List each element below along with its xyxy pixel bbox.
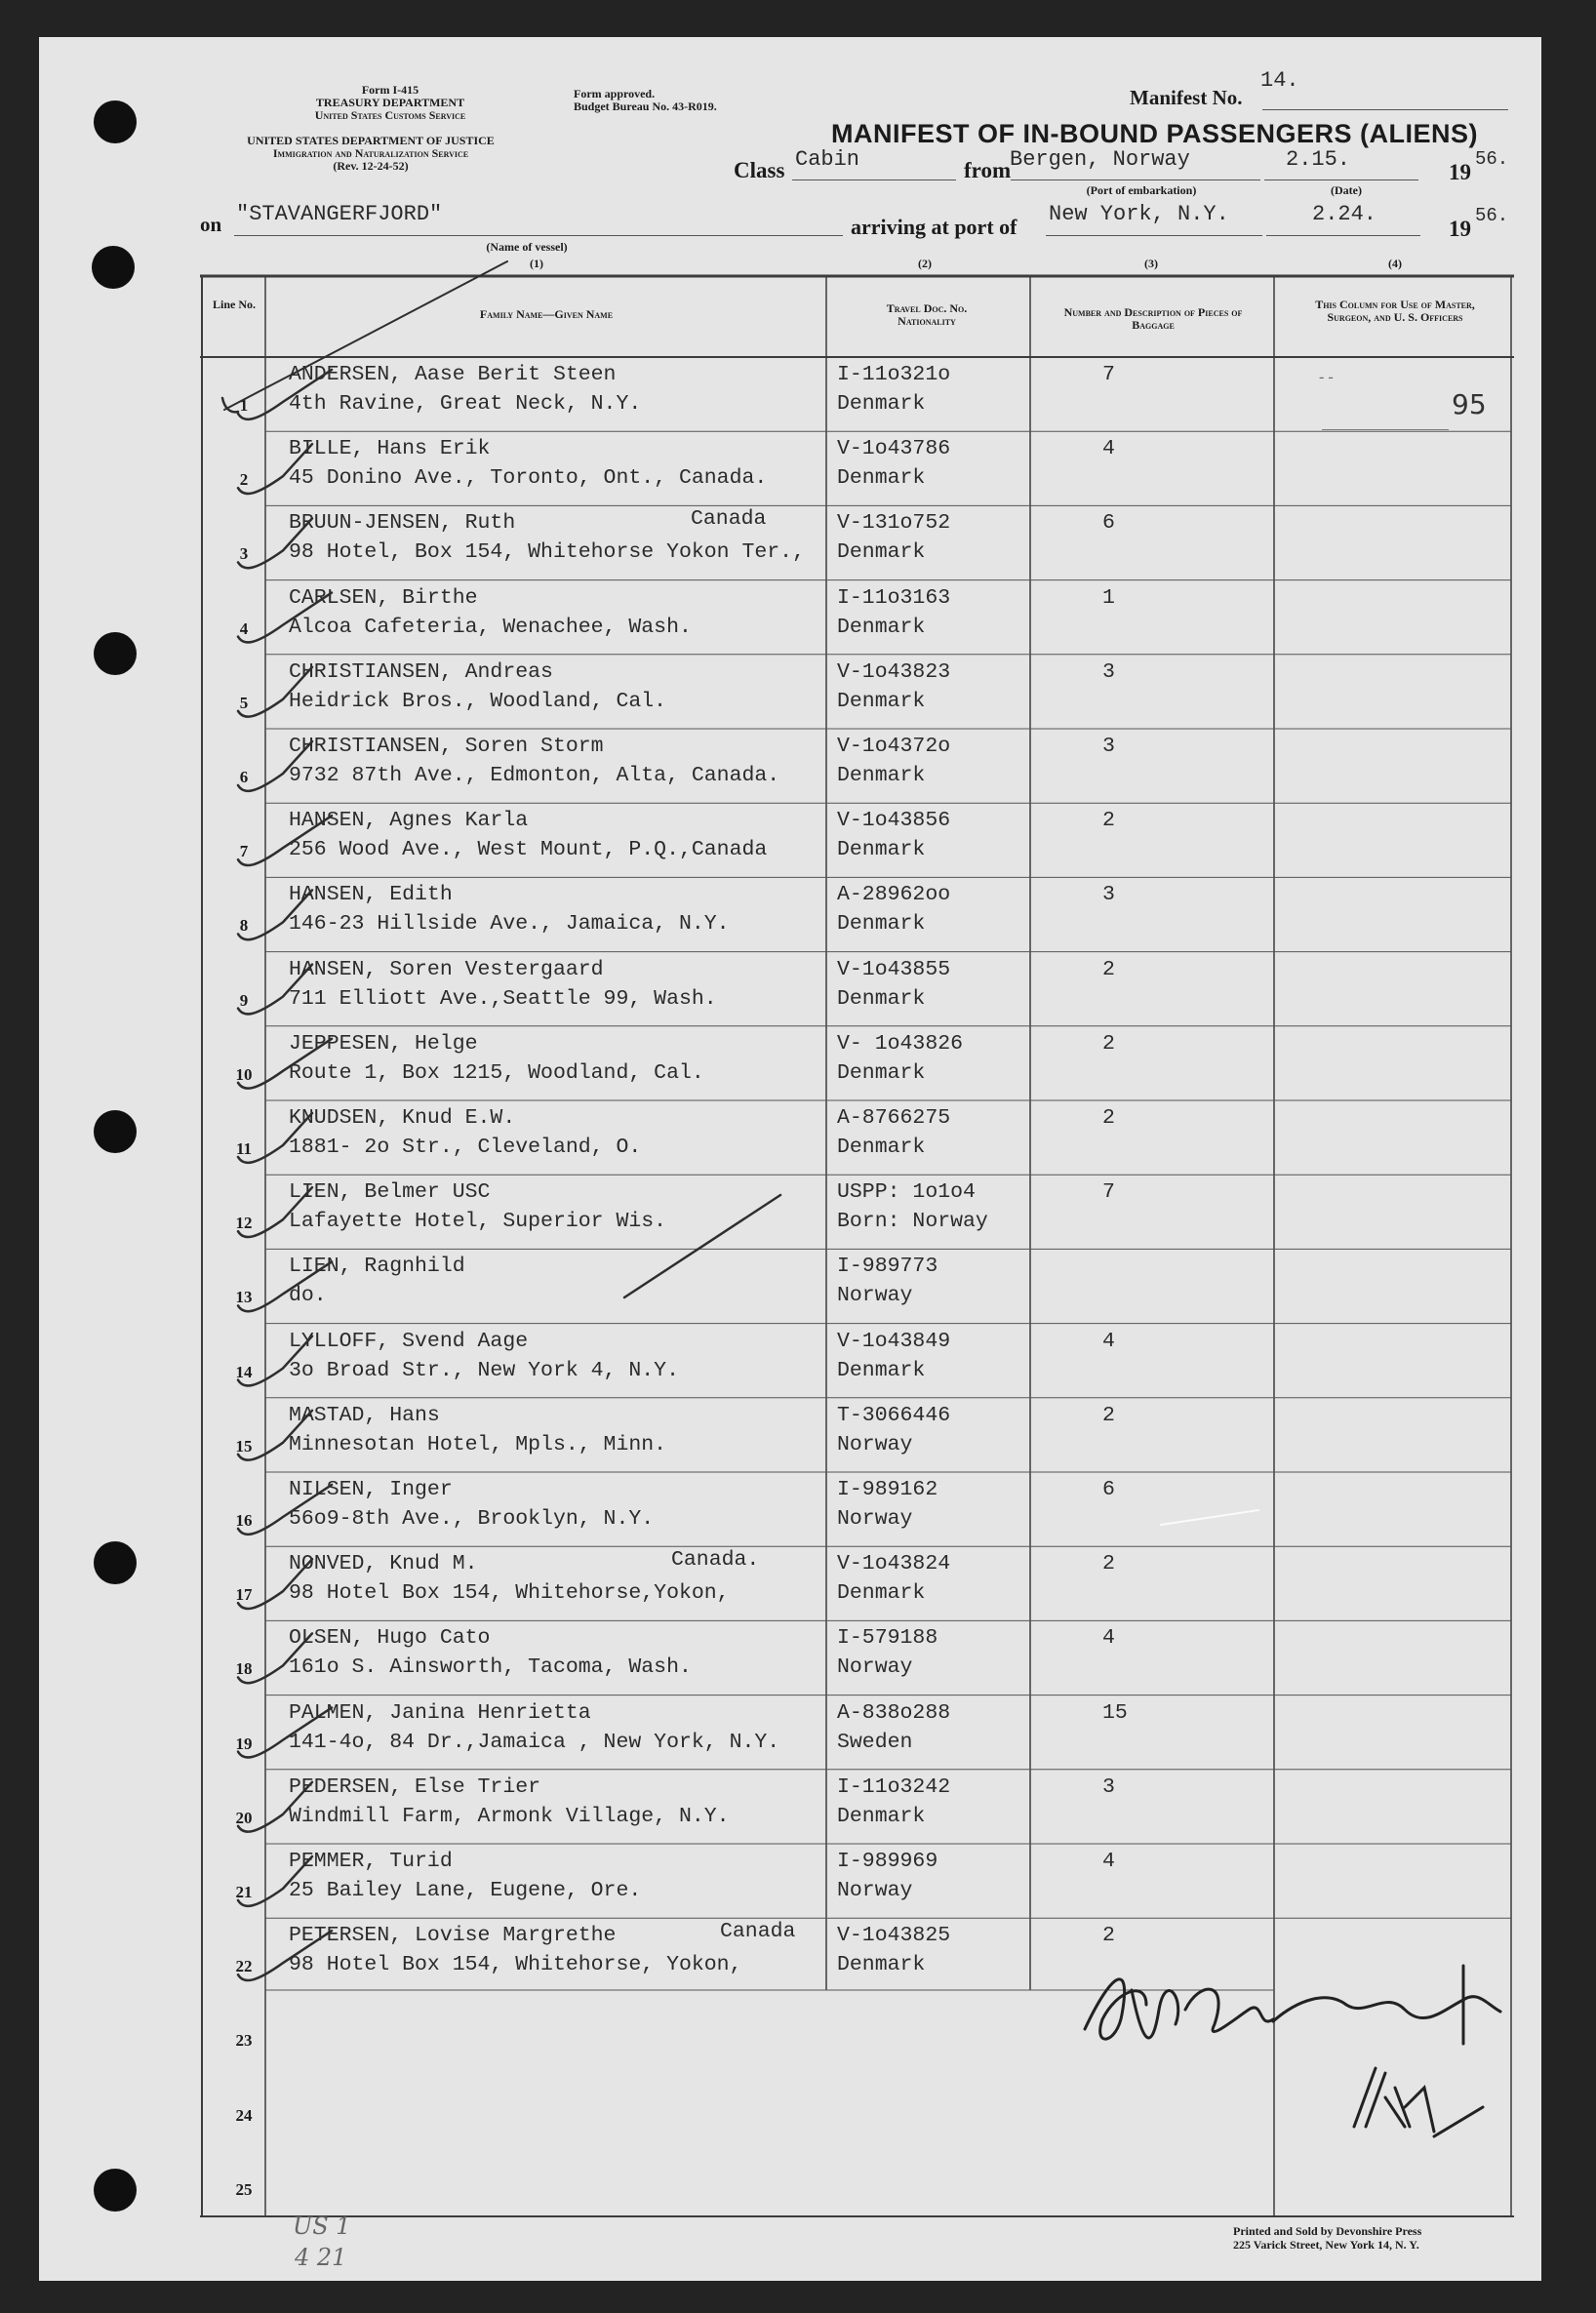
bottom-note-1: US 1 (293, 2213, 351, 2240)
budget-bureau: Budget Bureau No. 43-R019. (574, 100, 717, 113)
travel-doc-number: V-1o43849 (837, 1329, 951, 1353)
passenger-address: 1881- 2o Str., Cleveland, O. (289, 1136, 642, 1159)
col4-number: (4) (1388, 257, 1402, 270)
port-caption: (Port of embarkation) (1086, 183, 1197, 197)
passenger-name: NONVED, Knud M. (289, 1552, 478, 1576)
travel-doc-number: A-838o288 (837, 1700, 951, 1725)
line-number: 25 (235, 2179, 253, 2199)
nationality: Denmark (837, 689, 926, 713)
travel-doc-number: V-1o43856 (837, 809, 951, 833)
passenger-name: PEMMER, Turid (289, 1850, 453, 1873)
manifest-no-value: 14. (1260, 68, 1299, 93)
passenger-address: 161o S. Ainsworth, Tacoma, Wash. (289, 1655, 692, 1680)
baggage-count: 2 (1102, 1924, 1115, 1948)
passenger-address: 256 Wood Ave., West Mount, P.Q.,Canada (289, 838, 768, 862)
baggage-count: 4 (1102, 1850, 1115, 1873)
line-number: 8 (239, 916, 249, 936)
passenger-name: CHRISTIANSEN, Andreas (289, 659, 553, 684)
passenger-address: 4th Ravine, Great Neck, N.Y. (289, 392, 642, 416)
travel-doc-number: V- 1o43826 (837, 1031, 964, 1056)
passenger-address: 98 Hotel, Box 154, Whitehorse Yokon Ter., (289, 540, 805, 565)
passenger-name: HANSEN, Soren Vestergaard (289, 957, 604, 981)
line-number: 9 (239, 990, 249, 1010)
passenger-name: PALMEN, Janina Henrietta (289, 1700, 591, 1725)
year-label-1: 19 (1449, 160, 1471, 184)
arriving-label: arriving at port of (851, 215, 1017, 239)
travel-doc-number: V-1o43825 (837, 1924, 951, 1948)
passenger-address: 9732 87th Ave., Edmonton, Alta, Canada. (289, 764, 780, 787)
nationality: Denmark (837, 540, 926, 565)
passenger-address: 45 Donino Ave., Toronto, Ont., Canada. (289, 466, 768, 491)
baggage-count: 1 (1102, 585, 1115, 610)
nationality: Born: Norway (837, 1210, 988, 1234)
line-number: 13 (235, 1288, 253, 1307)
from-port: Bergen, Norway (1010, 147, 1190, 172)
passenger-name: MASTAD, Hans (289, 1403, 440, 1427)
passenger-address: Minnesotan Hotel, Mpls., Minn. (289, 1432, 667, 1456)
passenger-name: BILLE, Hans Erik (289, 437, 491, 461)
baggage-count: 4 (1102, 1626, 1115, 1651)
page-title: MANIFEST OF IN-BOUND PASSENGERS (ALIENS) (831, 119, 1479, 148)
line-number: 15 (235, 1436, 253, 1456)
date-caption: (Date) (1331, 183, 1362, 197)
dept-treasury: TREASURY DEPARTMENT (315, 96, 465, 109)
line-number: 2 (239, 470, 249, 490)
nationality: Denmark (837, 392, 926, 416)
col-header-doc: Travel Doc. No. Nationality (886, 301, 968, 328)
from-date: 2.15. (1286, 147, 1351, 172)
travel-doc-number: V-1o43855 (837, 957, 951, 981)
nationality: Denmark (837, 1358, 926, 1382)
bottom-note-2: 4 21 (295, 2244, 347, 2271)
nationality: Norway (837, 1879, 913, 1902)
baggage-count: 6 (1102, 1478, 1115, 1501)
nationality: Norway (837, 1507, 913, 1531)
baggage-count: 2 (1102, 1403, 1115, 1427)
nationality: Denmark (837, 466, 926, 491)
nationality: Denmark (837, 986, 926, 1011)
line-number: 22 (235, 1957, 253, 1976)
passenger-name: LYLLOFF, Svend Aage (289, 1329, 529, 1353)
travel-doc-number: I-11o3242 (837, 1775, 951, 1799)
travel-doc-number: V-1o43824 (837, 1552, 951, 1576)
col2-number: (2) (918, 257, 932, 270)
nationality: Denmark (837, 615, 926, 639)
vessel-name: "STAVANGERFJORD" (236, 202, 443, 226)
nationality: Norway (837, 1655, 913, 1680)
nationality: Denmark (837, 1060, 926, 1085)
travel-doc-number: A-8766275 (837, 1106, 951, 1130)
baggage-count: 4 (1102, 1329, 1115, 1353)
margin-note: Canada. (671, 1548, 760, 1573)
travel-doc-number: I-11o321o (837, 363, 951, 386)
nationality: Denmark (837, 838, 926, 862)
arrival-date: 2.24. (1312, 202, 1377, 226)
form-approved: Form approved. (574, 87, 656, 100)
passenger-address: Route 1, Box 1215, Woodland, Cal. (289, 1060, 704, 1085)
nationality: Denmark (837, 1581, 926, 1606)
line-number: 19 (235, 1734, 253, 1753)
margin-note: Canada (720, 1920, 796, 1944)
passenger-address: 711 Elliott Ave.,Seattle 99, Wash. (289, 986, 717, 1011)
travel-doc-number: I-989969 (837, 1850, 938, 1873)
baggage-count: 15 (1102, 1700, 1128, 1725)
passenger-address: do. (289, 1284, 327, 1308)
passenger-name: BRUUN-JENSEN, Ruth (289, 511, 516, 536)
nationality: Denmark (837, 1804, 926, 1828)
year-value-1: 56. (1475, 148, 1509, 170)
passenger-address: 146-23 Hillside Ave., Jamaica, N.Y. (289, 912, 730, 937)
passenger-address: 98 Hotel Box 154, Whitehorse, Yokon, (289, 1953, 742, 1977)
year-label-2: 19 (1449, 217, 1471, 241)
dept-customs: United States Customs Service (314, 108, 466, 122)
margin-note: Canada (691, 507, 767, 532)
passenger-address: Lafayette Hotel, Superior Wis. (289, 1210, 667, 1234)
signature-time (1346, 2058, 1351, 2059)
line-number: 3 (239, 544, 249, 564)
col-header-name: Family Name—Given Name (479, 307, 614, 321)
form-revision: (Rev. 12-24-52) (333, 159, 409, 173)
passenger-address: 25 Bailey Lane, Eugene, Ore. (289, 1879, 642, 1902)
line-number: 24 (235, 2105, 253, 2125)
passenger-address: Alcoa Cafeteria, Wenachee, Wash. (289, 615, 692, 639)
baggage-count: 7 (1102, 1180, 1115, 1205)
passenger-name: JEPPESEN, Helge (289, 1031, 478, 1056)
line-number: 11 (235, 1139, 253, 1158)
baggage-count: 2 (1102, 809, 1115, 833)
nationality: Denmark (837, 764, 926, 787)
baggage-count: 3 (1102, 659, 1115, 684)
line-number: 6 (239, 768, 249, 786)
line-number: 12 (235, 1214, 253, 1233)
officer-note: 95 (1452, 388, 1487, 420)
travel-doc-number: V-1o43786 (837, 437, 951, 461)
passenger-name: CARLSEN, Birthe (289, 585, 478, 610)
officer-note-dash: - - (1319, 369, 1334, 385)
baggage-count: 2 (1102, 957, 1115, 981)
line-number: 17 (235, 1585, 253, 1605)
printer-line-2: 225 Varick Street, New York 14, N. Y. (1233, 2238, 1419, 2252)
passenger-name: OLSEN, Hugo Cato (289, 1626, 491, 1651)
travel-doc-number: I-11o3163 (837, 585, 951, 610)
travel-doc-number: T-3066446 (837, 1403, 951, 1427)
passenger-address: Heidrick Bros., Woodland, Cal. (289, 689, 667, 713)
travel-doc-number: A-28962oo (837, 883, 951, 907)
line-number: 23 (235, 2031, 253, 2051)
col-header-line-no: Line No. (212, 298, 256, 311)
class-label: Class (734, 158, 785, 182)
travel-doc-number: V-131o752 (837, 511, 951, 536)
line-number: 14 (235, 1362, 253, 1381)
baggage-count: 7 (1102, 363, 1115, 386)
dept-ins: Immigration and Naturalization Service (272, 146, 469, 160)
manifest-no-label: Manifest No. (1130, 86, 1243, 109)
col1-number: (1) (530, 257, 543, 270)
baggage-count: 3 (1102, 883, 1115, 907)
passenger-address: 141-4o, 84 Dr.,Jamaica , New York, N.Y. (289, 1730, 780, 1754)
col-header-baggage: Number and Description of Pieces of Baggage (1063, 305, 1243, 332)
passenger-address: 3o Broad Str., New York 4, N.Y. (289, 1358, 679, 1382)
travel-doc-number: USPP: 1o1o4 (837, 1180, 976, 1205)
passenger-name: PEDERSEN, Else Trier (289, 1775, 541, 1799)
travel-doc-number: I-579188 (837, 1626, 938, 1651)
baggage-count: 2 (1102, 1106, 1115, 1130)
passenger-address: 56o9-8th Ave., Brooklyn, N.Y. (289, 1507, 655, 1531)
passenger-address: Windmill Farm, Armonk Village, N.Y. (289, 1804, 730, 1828)
line-number: 16 (235, 1511, 253, 1530)
line-number: 10 (235, 1064, 253, 1084)
baggage-count: 4 (1102, 437, 1115, 461)
passenger-name: CHRISTIANSEN, Soren Storm (289, 735, 604, 758)
vessel-caption: (Name of vessel) (486, 240, 568, 254)
baggage-count: 3 (1102, 735, 1115, 758)
baggage-count: 2 (1102, 1552, 1115, 1576)
line-number: 21 (235, 1883, 253, 1901)
passenger-address: 98 Hotel Box 154, Whitehorse,Yokon, (289, 1581, 730, 1606)
passenger-name: ANDERSEN, Aase Berit Steen (289, 363, 617, 386)
passenger-name: HANSEN, Agnes Karla (289, 809, 529, 833)
nationality: Denmark (837, 912, 926, 937)
passenger-name: LIEN, Ragnhild (289, 1255, 465, 1279)
arrival-port: New York, N.Y. (1049, 202, 1229, 226)
nationality: Denmark (837, 1136, 926, 1159)
passenger-name: LIEN, Belmer USC (289, 1180, 491, 1205)
travel-doc-number: V-1o4372o (837, 735, 951, 758)
passenger-name: HANSEN, Edith (289, 883, 453, 907)
col-header-officers: This Column for Use of Master, Surgeon, and U. S. Officers (1315, 298, 1475, 324)
line-number: 18 (235, 1659, 253, 1679)
on-label: on (200, 213, 222, 236)
line-number: 20 (235, 1808, 253, 1827)
nationality: Norway (837, 1432, 913, 1456)
baggage-count: 6 (1102, 511, 1115, 536)
from-label: from (964, 158, 1012, 182)
form-number: Form I-415 (361, 83, 419, 97)
passenger-name: NILSEN, Inger (289, 1478, 453, 1501)
printer-line-1: Printed and Sold by Devonshire Press (1233, 2224, 1422, 2238)
line-number: 4 (239, 618, 249, 638)
class-value: Cabin (795, 147, 860, 172)
baggage-count: 3 (1102, 1775, 1115, 1799)
travel-doc-number: V-1o43823 (837, 659, 951, 684)
travel-doc-number: I-989162 (837, 1478, 938, 1501)
line-number: 7 (239, 842, 249, 861)
nationality: Norway (837, 1284, 913, 1308)
nationality: Sweden (837, 1730, 913, 1754)
col3-number: (3) (1144, 257, 1158, 270)
nationality: Denmark (837, 1953, 926, 1977)
line-number: 5 (239, 693, 249, 712)
year-value-2: 56. (1475, 205, 1509, 226)
dept-justice: UNITED STATES DEPARTMENT OF JUSTICE (247, 134, 495, 147)
travel-doc-number: I-989773 (837, 1255, 938, 1279)
baggage-count: 2 (1102, 1031, 1115, 1056)
passenger-name: PETERSEN, Lovise Margrethe (289, 1924, 617, 1948)
line-number: 1 (239, 396, 249, 415)
passenger-name: KNUDSEN, Knud E.W. (289, 1106, 516, 1130)
